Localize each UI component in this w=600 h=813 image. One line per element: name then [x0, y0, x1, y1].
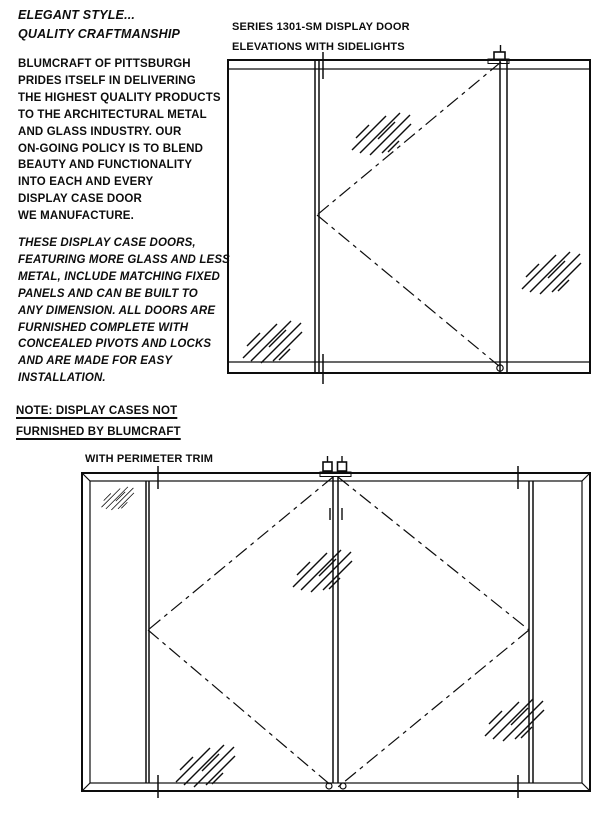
text-line: ELEVATIONS WITH SIDELIGHTS — [232, 40, 405, 53]
left-mullion — [146, 481, 149, 783]
glass-hatch-left-door-bottom — [176, 745, 235, 787]
text-line: PANELS AND CAN BE BUILT TO — [18, 287, 198, 300]
text-line: NOTE: DISPLAY CASES NOT — [16, 405, 178, 417]
lock-stile-tick-marks — [330, 508, 342, 520]
perimeter-trim-frame — [82, 473, 590, 791]
display-case-note — [16, 401, 181, 443]
text-line: INSTALLATION. — [18, 372, 106, 385]
text-line: ON-GOING POLICY IS TO BLEND — [18, 142, 204, 155]
text-line: THESE DISPLAY CASE DOORS, — [18, 237, 196, 249]
sidelights-elevation-svg — [225, 42, 597, 387]
text-line: FURNISHED COMPLETE WITH — [18, 321, 189, 334]
text-line: FURNISHED BY BLUMCRAFT — [16, 426, 181, 438]
glass-hatch-right-sidelight — [522, 252, 581, 294]
glass-hatch-right-door — [485, 699, 544, 741]
glass-hatch-center — [352, 113, 411, 155]
text-line: WE MANUFACTURE. — [18, 210, 134, 223]
text-line: QUALITY CRAFTMANSHIP — [18, 27, 181, 41]
text-line: THE HIGHEST QUALITY PRODUCTS — [18, 91, 221, 104]
features-paragraph — [18, 235, 230, 387]
text-line: BLUMCRAFT OF PITTSBURGH — [18, 58, 191, 70]
text-line: AND ARE MADE FOR EASY — [18, 355, 173, 368]
text-line: DISPLAY CASE DOOR — [18, 193, 142, 206]
intro-paragraph — [18, 56, 221, 225]
perimeter-trim-title: WITH PERIMETER TRIM — [85, 453, 214, 465]
text-line: METAL, INCLUDE MATCHING FIXED — [18, 270, 220, 283]
text-line: TO THE ARCHITECTURAL METAL — [18, 108, 207, 121]
center-meeting-stiles — [333, 476, 338, 783]
perimeter-trim-elevation-drawing — [80, 456, 592, 800]
text-line: CONCEALED PIVOTS AND LOCKS — [18, 338, 212, 351]
text-line: INTO EACH AND EVERY — [18, 176, 154, 189]
right-mullion — [500, 60, 507, 373]
text-line: FEATURING MORE GLASS AND LESS — [18, 253, 230, 266]
perimeter-trim-elevation-svg — [80, 456, 592, 800]
door-frame — [228, 60, 590, 373]
glass-hatch-left-door — [293, 550, 352, 592]
text-line: AND GLASS INDUSTRY. OUR — [18, 125, 182, 138]
text-line: SERIES 1301-SM DISPLAY DOOR — [232, 21, 410, 33]
glass-hatch-left-sidelight — [102, 487, 134, 510]
door-swing-lines — [317, 62, 501, 366]
sidelights-elevation-drawing — [225, 42, 597, 387]
text-line: PRIDES ITSELF IN DELIVERING — [18, 74, 196, 87]
right-mullion — [529, 481, 533, 783]
text-line: ELEGANT STYLE... — [18, 8, 136, 22]
tagline — [18, 6, 180, 44]
text-line: BEAUTY AND FUNCTIONALITY — [18, 159, 193, 172]
glass-hatch-left-sidelight — [243, 321, 302, 363]
text-line: ANY DIMENSION. ALL DOORS ARE — [18, 304, 216, 317]
